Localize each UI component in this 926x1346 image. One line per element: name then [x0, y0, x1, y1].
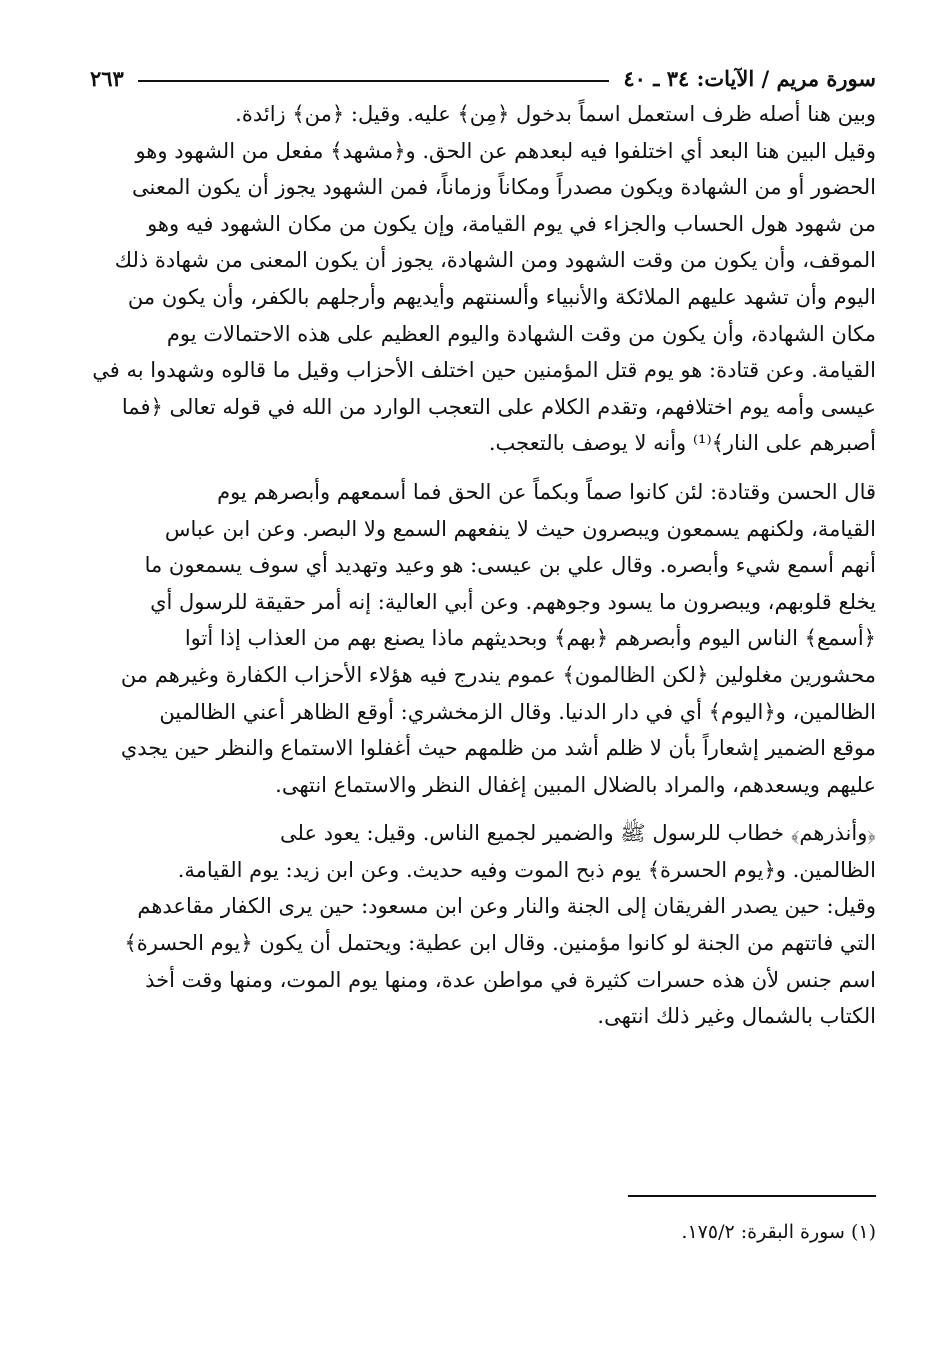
main-text	[90, 96, 876, 1035]
running-header	[90, 60, 876, 96]
header-rule	[138, 80, 610, 82]
footnote: (١) سورة البقرة: ١٧٥/٢.	[681, 1221, 876, 1243]
footnote-rule	[628, 1195, 876, 1197]
paragraph-3: ﴿وأنذرهم﴾ خطاب للرسول ﷺ والضمير لجميع الناس. وقيل: يعود على الظالمين. و﴿يوم الحسرة﴾ يوم ذبح الموت وفيه حديث. وعن ابن زيد: يوم القيامة. وقيل: حين يصدر الفريقان إلى الجنة والنار وعن ابن مسعود: حين يرى الكفار مقاعدهم التي فاتتهم من الجنة لو كانوا مؤمنين. وقال ابن عطية: ويحتمل أن يكون ﴿يوم الحسرة﴾ اسم جنس لأن هذه حسرات كثيرة في مواطن عدة، ومنها يوم الموت، ومنها وقت أخذ الكتاب بالشمال وغير ذلك انتهى.	[124, 821, 876, 1029]
paragraph-1: وبين هنا أصله ظرف استعمل اسماً بدخول ﴿مِن﴾ عليه. وقيل: ﴿من﴾ زائدة. وقيل البين هنا البعد أي اختلفوا فيه لبعدهم عن الحق. و﴿مشهد﴾ مفعل من الشهود وهو الحضور أو من الشهادة ويكون مصدراً ومكاناً وزماناً، فمن الشهود يجوز أن يكون المعنى من شهود هول الحساب والجزاء في يوم القيامة، وإن يكون من مكان الشهود فيه وهو الموقف، وأن يكون من وقت الشهود ومن الشهادة، يجوز أن يكون المعنى من شهادة ذلك اليوم وأن تشهد عليهم الملائكة والأنبياء وألسنتهم وأيديهم وأرجلهم بالكفر، وأن يكون من مكان الشهادة، وأن يكون من وقت الشهادة واليوم العظيم على هذه الاحتمالات يوم القيامة. وعن قتادة: هو يوم قتل المؤمنين حين اختلف الأحزاب وقيل ما قالوه وشهدوا به في عيسى وأمه يوم اختلافهم، وتقدم الكلام على التعجب الوارد من الله في قوله تعالى ﴿فما أصبرهم على النار﴾⁽¹⁾ وأنه لا يوصف بالتعجب.	[92, 102, 876, 456]
paragraph-2: قال الحسن وقتادة: لئن كانوا صماً وبكماً عن الحق فما أسمعهم وأبصرهم يوم القيامة، ولكنهم يسمعون ويبصرون حيث لا ينفعهم السمع ولا البصر. وعن ابن عباس أنهم أسمع شيء وأبصره. وقال علي بن عيسى: هو وعيد وتهديد أي سوف يسمعون ما يخلع قلوبهم، ويبصرون ما يسود وجوههم. وعن أبي العالية: إنه أمر حقيقة للرسول أي ﴿أسمع﴾ الناس اليوم وأبصرهم ﴿بهم﴾ وبحديثهم ماذا يصنع بهم من العذاب إذا أتوا محشورين مغلولين ﴿لكن الظالمون﴾ عموم يندرج فيه هؤلاء الأحزاب الكفارة وغيرهم من الظالمين، و﴿اليوم﴾ أي في دار الدنيا. وقال الزمخشري: أوقع الظاهر أعني الظالمين موقع الضمير إشعاراً بأن لا ظلم أشد من ظلمهم حيث أغفلوا الاستماع والنظر حين يجدي عليهم ويسعدهم، والمراد بالضلال المبين إغفال النظر والاستماع انتهى.	[120, 479, 876, 797]
page-number: ٢٦٣	[90, 65, 124, 91]
book-page	[90, 60, 876, 1243]
header-title: سورة مريم / الآيات: ٣٤ ـ ٤٠	[623, 65, 876, 91]
